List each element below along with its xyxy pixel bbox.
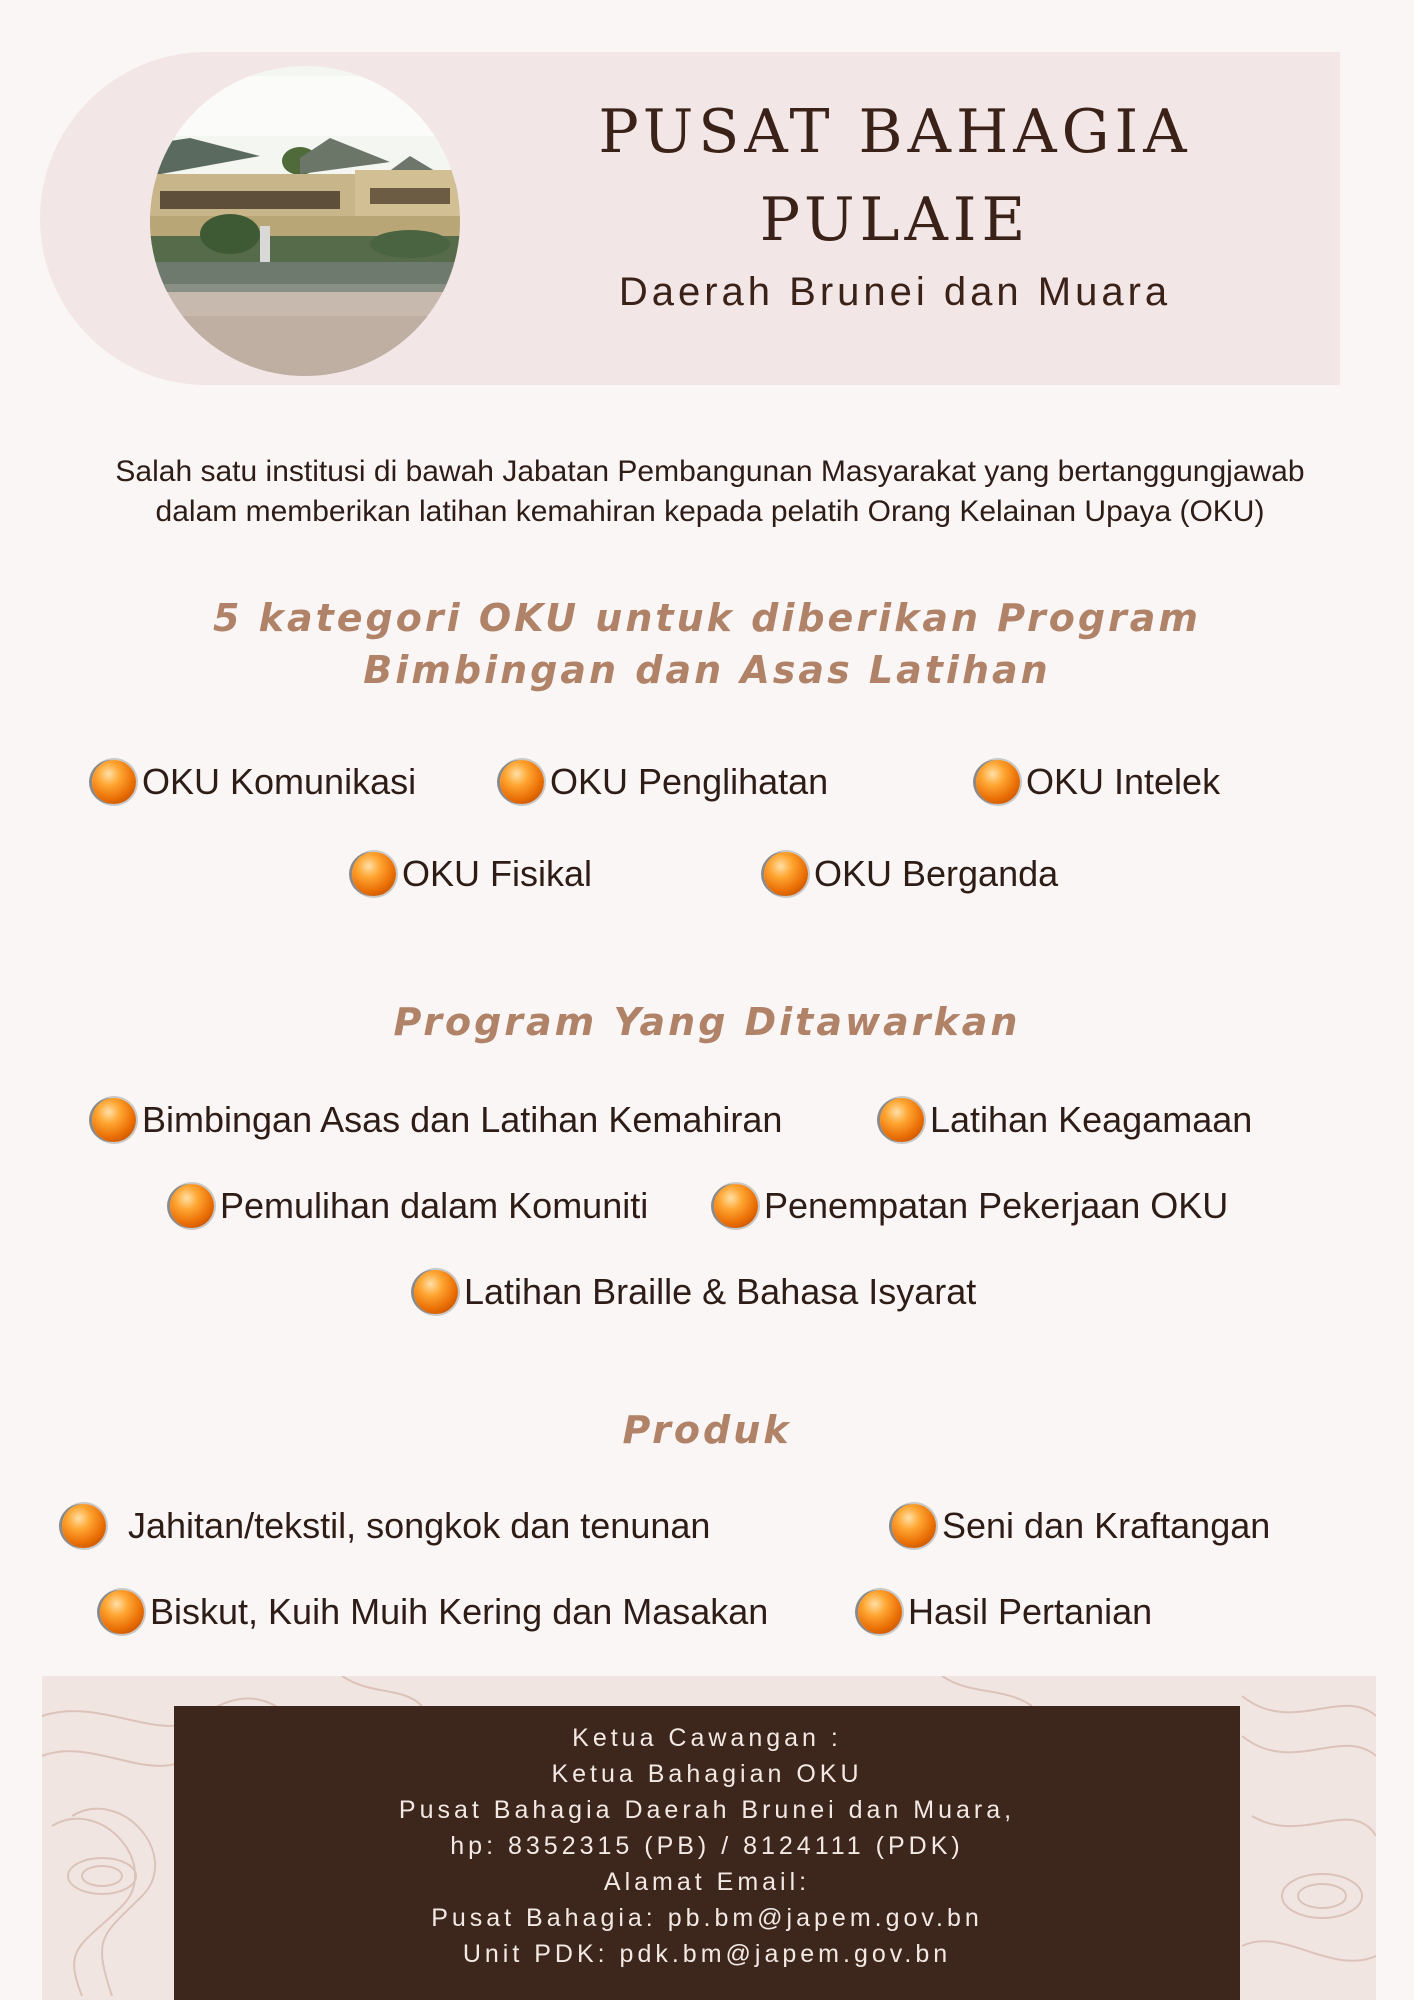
contact-line: Pusat Bahagia Daerah Brunei dan Muara,: [398, 1796, 1016, 1824]
program-label: Latihan Keagamaan: [930, 1099, 1253, 1140]
building-photo: [150, 66, 460, 376]
orange-bullet-icon: [880, 1098, 924, 1142]
category-label: OKU Penglihatan: [550, 761, 829, 802]
category-label: OKU Fisikal: [402, 853, 593, 894]
orange-bullet-icon: [858, 1590, 902, 1634]
program-item: [880, 1098, 1252, 1142]
orange-bullet-icon: [414, 1270, 458, 1314]
contact-email[interactable]: Unit PDK: pdk.bm@japem.gov.bn: [462, 1940, 952, 1968]
category-item: [352, 852, 592, 896]
product-label: Seni dan Kraftangan: [942, 1505, 1271, 1546]
category-label: OKU Berganda: [814, 853, 1059, 894]
product-item: [62, 1504, 710, 1548]
orange-bullet-icon: [764, 852, 808, 896]
categories-heading-line-1: 5 kategori OKU untuk diberikan Program: [213, 596, 1201, 640]
category-label: OKU Komunikasi: [142, 761, 417, 802]
orange-bullet-icon: [892, 1504, 936, 1548]
orange-bullet-icon: [976, 760, 1020, 804]
orange-bullet-icon: [170, 1184, 214, 1228]
product-item: [100, 1590, 768, 1634]
page-title-line-2: PULAIE: [759, 185, 1031, 255]
orange-bullet-icon: [352, 852, 396, 896]
program-item: [414, 1270, 976, 1314]
product-label: Jahitan/tekstil, songkok dan tenunan: [128, 1505, 711, 1546]
category-item: [500, 760, 828, 804]
contact-line: Ketua Bahagian OKU: [551, 1760, 863, 1788]
program-item: [92, 1098, 782, 1142]
orange-bullet-icon: [92, 1098, 136, 1142]
product-label: Hasil Pertanian: [908, 1591, 1153, 1632]
page-subtitle: Daerah Brunei dan Muara: [618, 270, 1172, 314]
products-heading: Produk: [622, 1408, 792, 1452]
orange-bullet-icon: [100, 1590, 144, 1634]
program-item: [714, 1184, 1228, 1228]
program-label: Pemulihan dalam Komuniti: [220, 1185, 649, 1226]
category-label: OKU Intelek: [1026, 761, 1221, 802]
category-item: [764, 852, 1058, 896]
category-item: [92, 760, 416, 804]
contact-line: Alamat Email:: [603, 1868, 811, 1896]
orange-bullet-icon: [714, 1184, 758, 1228]
intro-line-1: Salah satu institusi di bawah Jabatan Pembangunan Masyarakat yang bertanggungjawab: [115, 455, 1305, 488]
product-label: Biskut, Kuih Muih Kering dan Masakan: [150, 1591, 769, 1632]
programs-heading: Program Yang Ditawarkan: [393, 1000, 1021, 1044]
contact-box: [174, 1706, 1240, 2000]
contact-line: Ketua Cawangan :: [572, 1724, 842, 1752]
categories-heading-line-2: Bimbingan dan Asas Latihan: [363, 648, 1051, 692]
orange-bullet-icon: [500, 760, 544, 804]
product-item: [858, 1590, 1152, 1634]
contact-email[interactable]: Pusat Bahagia: pb.bm@japem.gov.bn: [431, 1904, 983, 1932]
program-label: Latihan Braille & Bahasa Isyarat: [464, 1271, 977, 1312]
intro-line-2: dalam memberikan latihan kemahiran kepada pelatih Orang Kelainan Upaya (OKU): [155, 495, 1265, 528]
program-label: Bimbingan Asas dan Latihan Kemahiran: [142, 1099, 783, 1140]
orange-bullet-icon: [62, 1504, 106, 1548]
category-item: [976, 760, 1220, 804]
contact-phone: hp: 8352315 (PB) / 8124111 (PDK): [450, 1832, 964, 1860]
program-label: Penempatan Pekerjaan OKU: [764, 1185, 1229, 1226]
program-item: [170, 1184, 648, 1228]
orange-bullet-icon: [92, 760, 136, 804]
product-item: [892, 1504, 1270, 1548]
intro-text: [60, 452, 1360, 532]
page-title-line-1: PUSAT BAHAGIA: [598, 97, 1192, 167]
